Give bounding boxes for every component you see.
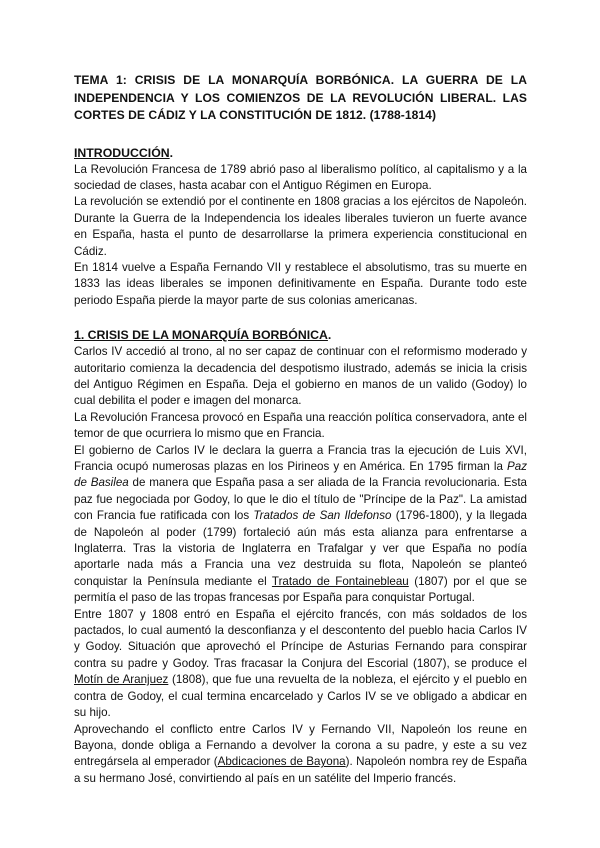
p5-text-2: ). Napoleón nombra rey de España a su hermano José, convirtiendo al país en un satélite del Imperio francés. xyxy=(74,755,527,785)
section1-paragraph-2: La Revolución Francesa provocó en España una reacción política conservadora, ante el temor de que ocurriera lo mismo que en Francia. xyxy=(74,410,527,441)
p5-text-1: Aprovechando el conflicto entre Carlos IV y Fernando VII, Napoleón los reune en Bayona, donde obliga a Fernando a devolver la corona a su padre, y este a su vez entregársela al emperador ( xyxy=(74,722,527,769)
section1-heading-text: 1. CRISIS DE LA MONARQUÍA BORBÓNICA xyxy=(74,328,328,343)
section1-paragraph-5 xyxy=(74,722,527,788)
section-spacer xyxy=(74,309,527,327)
tratados-san-ildefonso: Tratados de San Ildefonso xyxy=(253,509,392,523)
document-title: TEMA 1: CRISIS DE LA MONARQUÍA BORBÓNICA. LA GUERRA DE LA INDEPENDENCIA Y LOS COMIENZOS DE LA REVOLUCIÓN LIBERAL. LAS CORTES DE CÁDIZ Y LA CONSTITUCIÓN DE 1812. (1788-1814) xyxy=(74,73,527,122)
p3-text-3: (1796-1800), y la llegada de Napoleón al poder (1799) fortaleció aún más esta alianza para enfrentarse a Inglaterra. Tras la vistoria de Inglaterra en Trafalgar y ver que España no podía aportarle nada más a Francia una vez destruida su flota, Napoleón se planteó conquistar la Península mediante el xyxy=(74,509,527,588)
p3-text-4: (1807) por el que se permitía el paso de las tropas francesas por España para conquistar Portugal. xyxy=(74,574,527,605)
p3-text-2: de manera que España pasa a ser aliada de la Francia revolucionaria. Esta paz fue negociada por Godoy, lo que le dio el título de "Príncipe de la Paz". La amistad con Francia fue ratificada con los xyxy=(74,476,527,523)
abdicaciones-bayona: Abdicaciones de Bayona xyxy=(217,755,346,769)
intro-paragraph-1: La Revolución Francesa de 1789 abrió paso al liberalismo político, al capitalismo y a la sociedad de clases, hasta acabar con el Antiguo Régimen en Europa. xyxy=(74,162,527,192)
section1-paragraph-4 xyxy=(74,607,527,722)
section1-heading-dot: . xyxy=(327,328,332,343)
intro-paragraph-3: En 1814 vuelve a España Fernando VII y restablece el absolutismo, tras su muerte en 1833 las ideas liberales se imponen definitivamente en España. Durante todo este periodo España pierde la mayor parte de sus colonias americanas. xyxy=(74,260,527,307)
p4-text-2: (1808), que fue una revuelta de la nobleza, el ejército y el pueblo en contra de Godoy, el cual termina encarcelado y Carlos IV se ve obligado a abdicar en su hijo. xyxy=(74,673,528,720)
section1-paragraph-3 xyxy=(74,443,527,607)
intro-heading xyxy=(74,145,527,162)
tratado-fontainebleau: Tratado de Fontainebleau xyxy=(271,574,409,588)
paz-de-basilea: Paz de Basilea xyxy=(74,460,527,490)
p4-text-1: Entre 1807 y 1808 entró en España el ejército francés, con más soldados de los pactados, lo cual aumentó la desconfianza y el descontento del pueblo hacia Carlos IV y Godoy. Situación que aprovechó el Príncipe de Asturias Fernando para conspirar contra su padre y Godoy. Tras fracasar la Conjura del Escorial (1807), se produce el xyxy=(74,607,527,670)
motin-aranjuez: Motín de Aranjuez xyxy=(74,673,169,687)
intro-heading-dot: . xyxy=(169,145,174,160)
intro-paragraph-2: La revolución se extendió por el continente en 1808 gracias a los ejércitos de Napoleón. Durante la Guerra de la Independencia los ideales liberales tuvieron un fuerte avance en España, hasta el punto de desarrollarse la primera experiencia constitucional en Cádiz. xyxy=(74,195,527,258)
p3-text-1: El gobierno de Carlos IV le declara la guerra a Francia tras la ejecución de Luis XVI, Francia ocupó numerosas plazas en los Pirineos y en América. En 1795 firman la xyxy=(74,443,527,473)
section1-heading xyxy=(74,327,527,344)
intro-heading-text: INTRODUCCIÓN xyxy=(74,145,170,160)
section1-paragraph-1: Carlos IV accedió al trono, al no ser capaz de continuar con el reformismo moderado y autoritario comienza la decadencia del despotismo ilustrado, además se inicia la crisis del Antiguo Régimen en España. Deja el gobierno en manos de un valido (Godoy) lo cual debilita el poder e imagen del monarca. xyxy=(74,345,527,408)
